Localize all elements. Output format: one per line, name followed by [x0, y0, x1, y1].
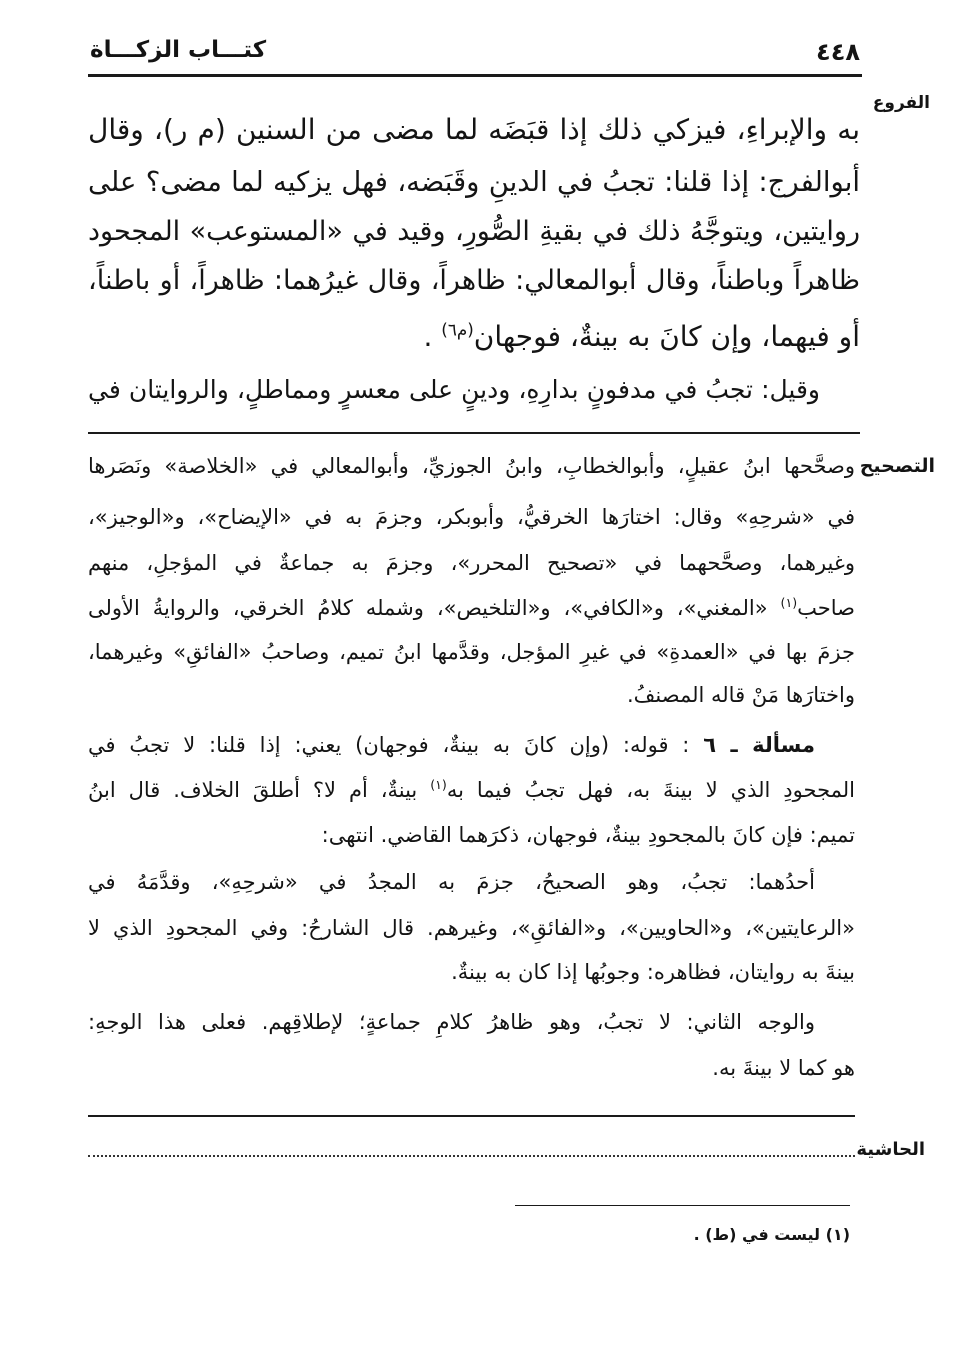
section-label-hashiya: الحاشية — [856, 1139, 925, 1160]
tashih-line: وصحَّحها ابنُ عقيلٍ، وأبوالخطابِ، وابنُ الجوزيِّ، وأبوالمعالي في «الخلاصة» ونَصَرها — [88, 454, 855, 478]
tashih-line: جزمَ بها في «العمدةِ» في غيرِ المؤجل، وقدَّمها ابنُ تميم، وصاحبُ «الفائقِ» وغيرهما، — [88, 640, 855, 664]
tashih-line: تميم: فإن كانَ بالمجحودِ بينةٌ، فوجهان، ذكرَهما القاضي. انتهى: — [321, 823, 855, 847]
furu-line-text: أو فيهما، وإن كانَ به بينةٌ، فوجهان — [473, 320, 860, 353]
furu-line: روايتين، ويتوجَّهُ ذلك في بقيةِ الصُّورِ، وقيد في «المستوعب» المجحود — [88, 216, 860, 247]
footnote: (١) ليست في (ط) . — [693, 1225, 850, 1244]
tashih-line-text: بينةٌ، أم لا؟ أطلقَ الخلاف. قال ابنُ — [88, 778, 431, 802]
tashih-line: «الرعايتين»، و«الحاويين»، و«الفائقِ»، وغيرهم. قال الشارحُ: وفي المجحودِ الذي لا — [88, 916, 855, 940]
dotted-leader — [88, 1155, 855, 1157]
tashih-line: واختارَها مَنْ قاله المصنفُ. — [627, 683, 855, 707]
furu-line: أبوالفرج: إذا قلنا: تجبُ في الدينِ وقَبَضه، فهل يزكيه لما مضى؟ على — [88, 166, 860, 198]
tashih-line: أحدُهما: تجبُ، وهو الصحيحُ، جزمَ به المجدُ في «شرحِهِ»، وقدَّمَهُ في — [88, 870, 815, 894]
furu-line: ظاهراً وباطناً، وقال أبوالمعالي: ظاهراً، وقال غيرُهما: ظاهراً، أو باطناً، — [88, 265, 860, 296]
furu-line-text: . — [423, 320, 442, 353]
section-divider — [88, 1115, 855, 1117]
tashih-line-text: «المغني»، و«الكافي»، و«التلخيص»، وشمله كلامُ الخرقي، والروايةُ الأولى — [88, 596, 781, 620]
footnote-marker: (١) — [780, 595, 798, 610]
footnote-marker: (م٦) — [441, 319, 474, 340]
tashih-line-text: صاحب — [797, 596, 855, 620]
footnote-marker: (١) — [430, 777, 447, 792]
tashih-line — [88, 586, 855, 630]
tashih-line — [88, 768, 855, 812]
tashih-line: والوجه الثاني: لا تجبُ، وهو ظاهرُ كلامِ جماعةٍ؛ لإطلاقِهم. فعلى هذا الوجهِ: — [88, 1010, 815, 1034]
page-number: ٤٤٨ — [816, 38, 860, 66]
tashih-line: وغيرهما، وصحَّحهما في «تصحيح المحرر»، وجزمَ به جماعةٌ في المؤجلِ، منهم — [88, 551, 855, 575]
section-label-furu: الفروع — [872, 93, 930, 113]
running-title: كتـــاب الزكـــاة — [90, 37, 267, 63]
header-rule — [88, 74, 862, 77]
tashih-line-text: المجحودِ الذي لا بينةَ به، فهل تجبُ فيما به — [446, 778, 855, 802]
tashih-line-text: : قوله: (وإن كانَ به بينةٌ، فوجهان) يعني: إذا قلنا: لا تجبُ في — [88, 733, 704, 757]
tashih-line: في «شرحِهِ» وقال: اختارَها الخرقيُّ، وأبوبكر، وجزمَ به في «الإيضاح»، و«الوجيز»، — [88, 505, 855, 529]
tashih-line: بينةَ به روايتان، فظاهره: وجوبُها إذا كان به بينةٌ. — [451, 960, 855, 984]
tashih-line: هو كما لا بينةَ به. — [712, 1056, 855, 1080]
furu-line — [88, 312, 860, 362]
section-label-tashih: التصحيح — [859, 455, 935, 477]
tashih-line — [88, 723, 855, 767]
section-divider — [88, 432, 860, 434]
masala-heading: مسألة ـ ٦ — [703, 733, 815, 757]
footnote-rule — [515, 1205, 850, 1206]
furu-line: به والإبراءِ، فيزكي ذلك إذا قبَضَه لما مضى من السنين (م ر)، وقال — [88, 113, 860, 146]
furu-line: وقيل: تجبُ في مدفونٍ بدارِهِ، ودينٍ على معسرٍ ومماطلٍ، والروايتان في — [88, 375, 820, 404]
